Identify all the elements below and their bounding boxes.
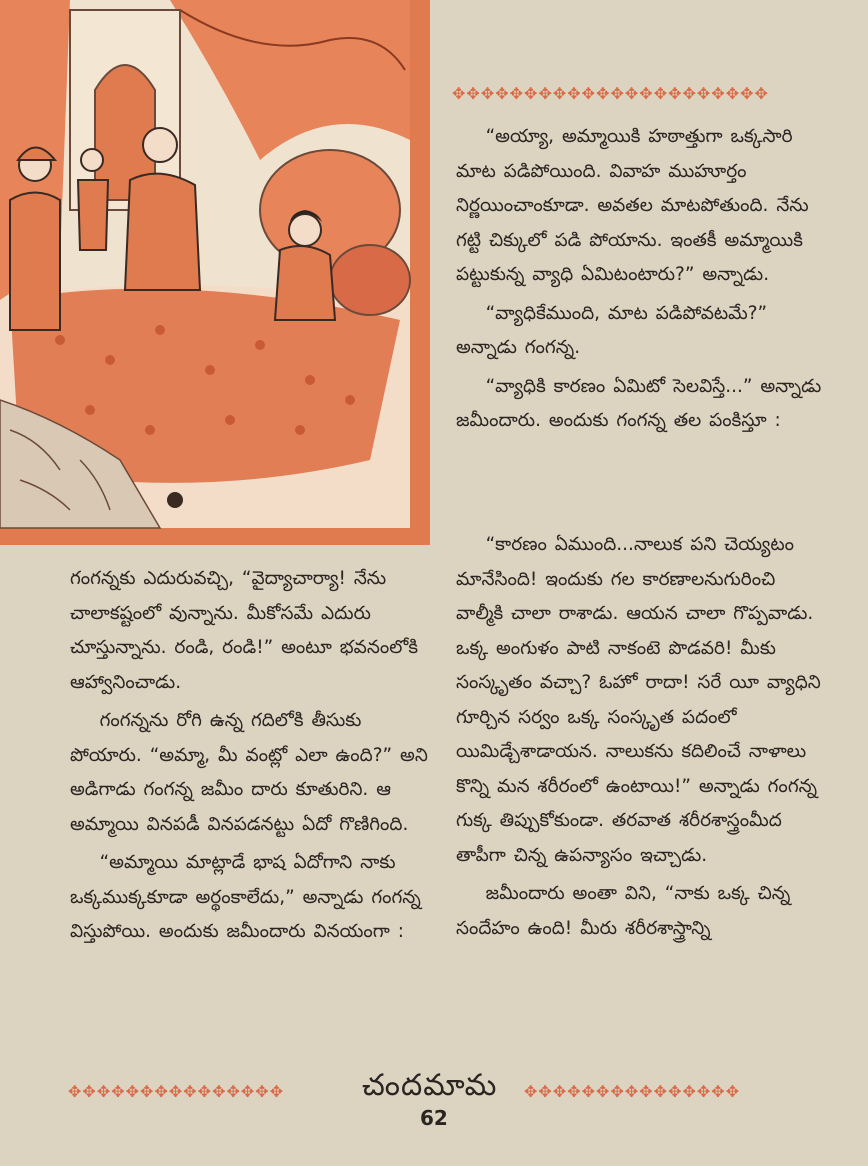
story-text-right-bottom <box>456 528 826 950</box>
story-text-right-top <box>456 120 826 443</box>
story-text-left <box>70 562 434 954</box>
paragraph: “అయ్యా, అమ్మాయికి హఠాత్తుగా ఒక్కసారి మాట పడిపోయింది. వివాహ ముహూర్తం నిర్ణయించాంకూడా. అవతల మాటపోతుంది. నేను గట్టి చిక్కులో పడి పోయాను. ఇంతకీ అమ్మాయికి పట్టుకున్న వ్యాధి ఏమిటంటారు?” అన్నాడు. <box>456 126 809 285</box>
story-illustration <box>0 0 430 545</box>
illustration-art <box>0 0 430 545</box>
paragraph: జమీందారు అంతా విని, “నాకు ఒక్క చిన్న సందేహం ఉంది! మీరు శరీరశాస్త్రాన్ని <box>456 883 791 939</box>
ornament-bottom-right: ✥✥✥✥✥✥✥✥✥✥✥✥✥✥✥ <box>524 1082 741 1101</box>
paragraph: “వ్యాధికేముంది, మాట పడిపోవటమే?” అన్నాడు గంగన్న. <box>456 302 768 358</box>
paragraph: గంగన్నను రోగి ఉన్న గదిలోకి తీసుకు పోయారు. “అమ్మా, మీ వంట్లో ఎలా ఉంది?” అని అడిగాడు గంగన్న జమీం దారు కూతురిని. ఆ అమ్మాయి వినపడీ వినపడనట్టు ఏదో గొణిగింది. <box>70 710 428 835</box>
paragraph: “కారణం ఏముంది...నాలుక పని చెయ్యటం మానేసింది! ఇందుకు గల కారణాలనుగురించి వాల్మీకి చాలా రాశాడు. ఆయన చాలా గొప్పవాడు. ఒక్క అంగుళం పాటి నాకంటె పొడవరి! మీకు సంస్కృతం వచ్చా? ఓహో రాదా! సరే యీ వ్యాధిని గూర్చిన సర్వం ఒక్క సంస్కృత పదంలో యిమిడ్చేశాడాయన. నాలుకను కదిలించే నాళాలు కొన్ని మన శరీరంలో ఉంటాయి!” అన్నాడు గంగన్న గుక్క తిప్పుకోకుండా. తరవాత శరీరశాస్త్రంమీద తాపీగా చిన్న ఉపన్యాసం ఇచ్చాడు. <box>456 534 821 866</box>
paragraph: గంగన్నకు ఎదురువచ్చి, “వైద్యాచార్యా! నేను చాలాకష్టంలో వున్నాను. మీకోసమే ఎదురు చూస్తున్నాను. రండి, రండి!” అంటూ భవనంలోకి ఆహ్వానించాడు. <box>70 568 418 693</box>
page-number: 62 <box>420 1106 448 1130</box>
ornament-bottom-left: ✥✥✥✥✥✥✥✥✥✥✥✥✥✥✥ <box>68 1082 285 1101</box>
magazine-title: చందమామ <box>362 1068 498 1103</box>
ornament-top: ✥✥✥✥✥✥✥✥✥✥✥✥✥✥✥✥✥✥✥✥✥✥ <box>452 84 769 103</box>
paragraph: “వ్యాధికి కారణం ఏమిటో సెలవిస్తే...” అన్నాడు జమీందారు. అందుకు గంగన్న తల పంకిస్తూ : <box>456 375 822 431</box>
paragraph: “అమ్మాయి మాట్లాడే భాష ఏదోగాని నాకు ఒక్కముక్కకూడా అర్థంకాలేదు,” అన్నాడు గంగన్న విస్తుపోయి. అందుకు జమీందారు వినయంగా : <box>70 852 421 942</box>
